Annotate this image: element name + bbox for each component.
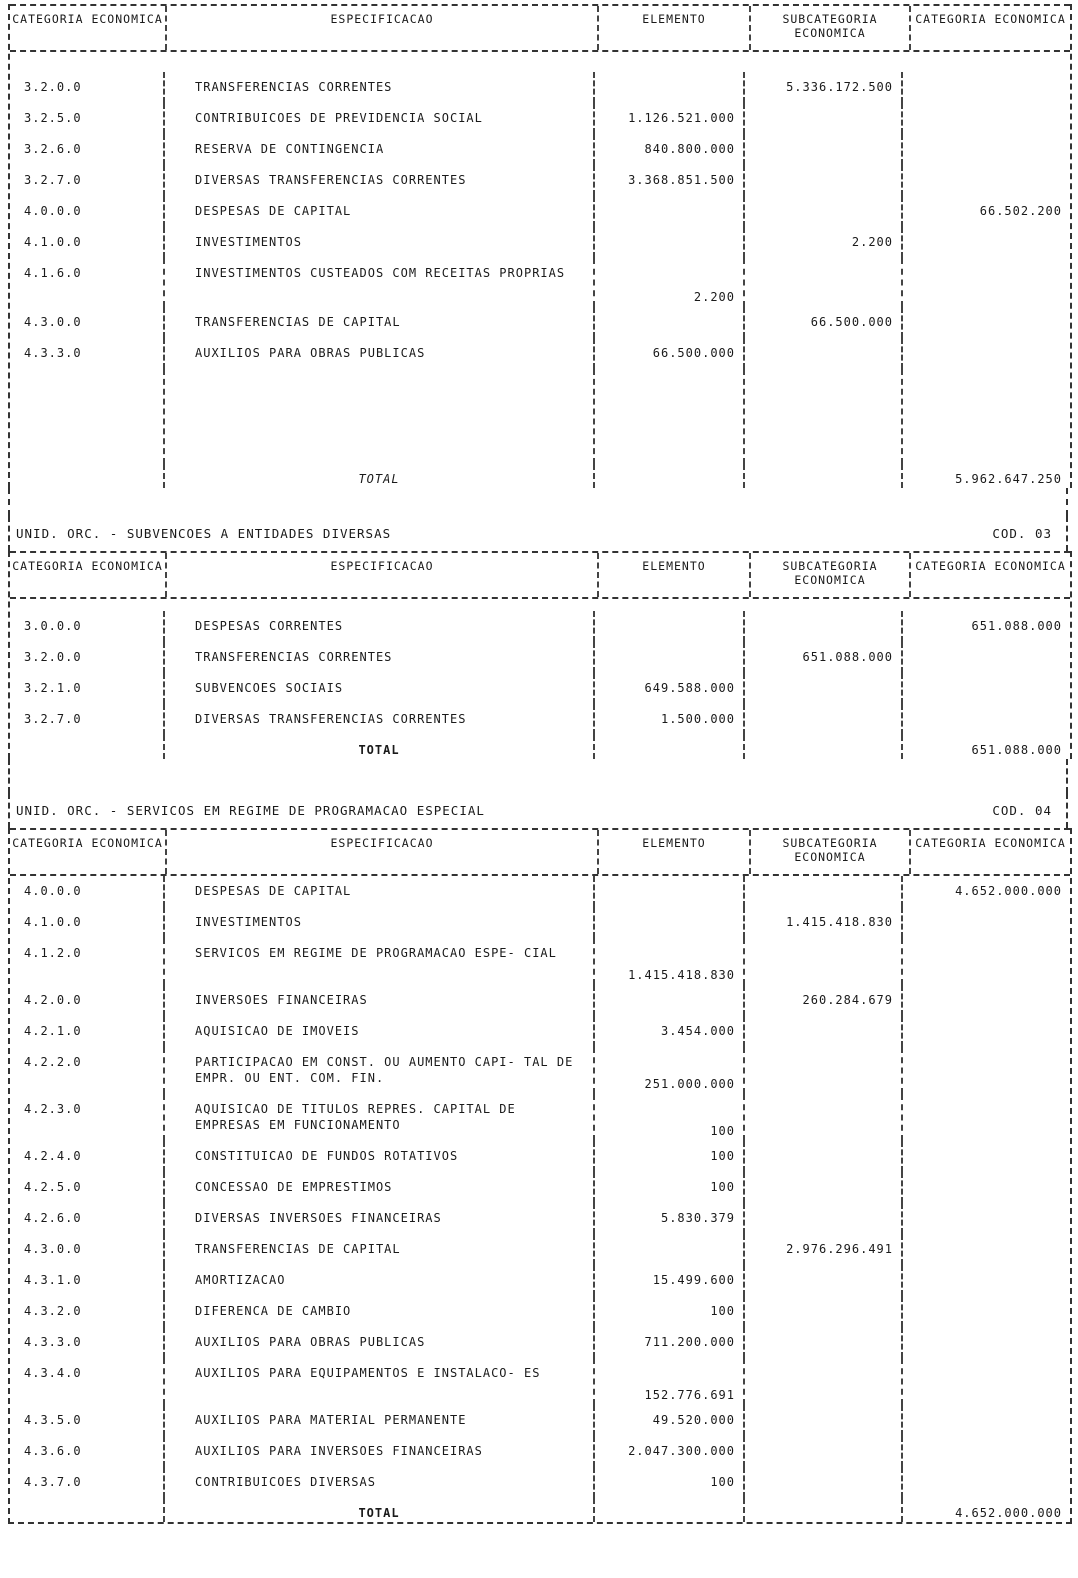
categoria-value: 4.652.000.000 bbox=[955, 884, 1062, 898]
subcategoria-value bbox=[745, 338, 903, 369]
section-code: COD. 04 bbox=[992, 803, 1052, 818]
categoria-value bbox=[903, 1467, 1070, 1498]
header-subcategoria: SUBCATEGORIA ECONOMICA bbox=[751, 6, 911, 50]
elemento-value: 100 bbox=[595, 1141, 745, 1172]
subcategoria-value: 260.284.679 bbox=[745, 985, 903, 1016]
table-header bbox=[10, 551, 1070, 599]
table-row bbox=[10, 907, 1070, 938]
table-row bbox=[10, 642, 1070, 673]
specification: CONSTITUICAO DE FUNDOS ROTATIVOS bbox=[165, 1141, 595, 1172]
table-header bbox=[10, 4, 1070, 52]
subcategoria-value: 2.200 bbox=[745, 227, 903, 258]
elemento-value: 49.520.000 bbox=[595, 1405, 745, 1436]
category-code: 4.2.1.0 bbox=[10, 1016, 165, 1047]
elemento-value: 649.588.000 bbox=[595, 673, 745, 704]
table-total-row bbox=[10, 735, 1070, 759]
categoria-value bbox=[903, 985, 1070, 1016]
empty-cell bbox=[903, 369, 1070, 464]
subcategoria-value bbox=[745, 938, 903, 985]
elemento-value: 840.800.000 bbox=[595, 134, 745, 165]
category-code: 3.2.0.0 bbox=[10, 642, 165, 673]
subcategoria-value bbox=[745, 258, 903, 307]
categoria-value bbox=[903, 907, 1070, 938]
elemento-value: 1.415.418.830 bbox=[595, 938, 745, 985]
specification: DESPESAS DE CAPITAL bbox=[165, 196, 595, 227]
table-row bbox=[10, 103, 1070, 134]
category-code: 4.3.2.0 bbox=[10, 1296, 165, 1327]
specification: INVESTIMENTOS bbox=[165, 227, 595, 258]
table-spacer bbox=[10, 52, 1070, 72]
subcategoria-value bbox=[745, 1358, 903, 1405]
elemento-value bbox=[595, 1234, 745, 1265]
categoria-value bbox=[903, 1405, 1070, 1436]
subcategoria-value bbox=[745, 876, 903, 907]
table-row bbox=[10, 1203, 1070, 1234]
category-code: 4.1.0.0 bbox=[10, 227, 165, 258]
elemento-value: 1.126.521.000 bbox=[595, 103, 745, 134]
table-row bbox=[10, 307, 1070, 338]
specification: INVERSOES FINANCEIRAS bbox=[165, 985, 595, 1016]
categoria-value: 66.502.200 bbox=[979, 204, 1062, 218]
specification: DIVERSAS INVERSOES FINANCEIRAS bbox=[165, 1203, 595, 1234]
subcategoria-value: 651.088.000 bbox=[745, 642, 903, 673]
category-code: 3.2.7.0 bbox=[10, 704, 165, 735]
subcategoria-value bbox=[745, 1265, 903, 1296]
table-row bbox=[10, 1234, 1070, 1265]
elemento-value: 100 bbox=[595, 1172, 745, 1203]
table-filler bbox=[10, 369, 1070, 464]
specification: DIVERSAS TRANSFERENCIAS CORRENTES bbox=[165, 704, 595, 735]
subcategoria-value bbox=[745, 611, 903, 642]
categoria-value bbox=[903, 72, 1070, 103]
specification: INVESTIMENTOS bbox=[165, 907, 595, 938]
subcategoria-value bbox=[745, 1436, 903, 1467]
table-row bbox=[10, 134, 1070, 165]
header-elemento: ELEMENTO bbox=[599, 553, 751, 597]
elemento-value bbox=[595, 985, 745, 1016]
category-code: 4.2.3.0 bbox=[10, 1094, 165, 1141]
subcategoria-value bbox=[745, 1016, 903, 1047]
category-code: 4.3.5.0 bbox=[10, 1405, 165, 1436]
table-row bbox=[10, 338, 1070, 369]
table-spacer bbox=[10, 599, 1070, 611]
subcategoria-value: 5.336.172.500 bbox=[745, 72, 903, 103]
table-row bbox=[10, 1296, 1070, 1327]
table-row bbox=[10, 673, 1070, 704]
header-subcategoria: SUBCATEGORIA ECONOMICA bbox=[751, 830, 911, 874]
category-code: 3.2.5.0 bbox=[10, 103, 165, 134]
section-title-bar bbox=[8, 793, 1068, 828]
total-code-cell bbox=[10, 464, 165, 488]
specification: INVESTIMENTOS CUSTEADOS COM RECEITAS PROPRIAS bbox=[165, 258, 595, 307]
elemento-value: 100 bbox=[595, 1467, 745, 1498]
categoria-value bbox=[903, 338, 1070, 369]
categoria-value bbox=[903, 307, 1070, 338]
category-code: 4.3.0.0 bbox=[10, 1234, 165, 1265]
header-categoria-economica: CATEGORIA ECONOMICA bbox=[915, 559, 1066, 573]
empty-cell bbox=[10, 369, 165, 464]
category-code: 3.2.7.0 bbox=[10, 165, 165, 196]
elemento-value: 2.200 bbox=[595, 258, 745, 307]
table-total-row bbox=[10, 1498, 1070, 1522]
specification: RESERVA DE CONTINGENCIA bbox=[165, 134, 595, 165]
table-row bbox=[10, 876, 1070, 907]
categoria-value bbox=[903, 1094, 1070, 1141]
category-code: 4.3.6.0 bbox=[10, 1436, 165, 1467]
header-categoria: CATEGORIA ECONOMICA bbox=[10, 830, 167, 874]
specification: AUXILIOS PARA OBRAS PUBLICAS bbox=[165, 1327, 595, 1358]
specification: DIFERENCA DE CAMBIO bbox=[165, 1296, 595, 1327]
categoria-value bbox=[903, 1172, 1070, 1203]
categoria-value bbox=[903, 1265, 1070, 1296]
elemento-value bbox=[595, 907, 745, 938]
category-code: 4.3.1.0 bbox=[10, 1265, 165, 1296]
categoria-value bbox=[903, 673, 1070, 704]
table-header bbox=[10, 828, 1070, 876]
category-code: 4.1.6.0 bbox=[10, 258, 165, 307]
category-code: 4.2.0.0 bbox=[10, 985, 165, 1016]
category-code: 3.2.6.0 bbox=[10, 134, 165, 165]
header-subcategoria: SUBCATEGORIA ECONOMICA bbox=[751, 553, 911, 597]
subcategoria-value bbox=[745, 1327, 903, 1358]
categoria-value bbox=[903, 1141, 1070, 1172]
section-gap bbox=[8, 488, 1068, 516]
category-code: 4.1.0.0 bbox=[10, 907, 165, 938]
subcategoria-value bbox=[745, 165, 903, 196]
table-row bbox=[10, 1405, 1070, 1436]
specification: TRANSFERENCIAS CORRENTES bbox=[165, 72, 595, 103]
subcategoria-value bbox=[745, 1296, 903, 1327]
category-code: 4.0.0.0 bbox=[10, 196, 165, 227]
elemento-value: 711.200.000 bbox=[595, 1327, 745, 1358]
subcategoria-value bbox=[745, 704, 903, 735]
elemento-value: 3.454.000 bbox=[595, 1016, 745, 1047]
specification: AUXILIOS PARA OBRAS PUBLICAS bbox=[165, 338, 595, 369]
elemento-value: 5.830.379 bbox=[595, 1203, 745, 1234]
table-row bbox=[10, 72, 1070, 103]
section-title: UNID. ORC. - SUBVENCOES A ENTIDADES DIVERSAS bbox=[16, 526, 392, 541]
categoria-value bbox=[903, 258, 1070, 307]
categoria-value bbox=[903, 103, 1070, 134]
budget-table bbox=[8, 4, 1072, 488]
specification: DESPESAS DE CAPITAL bbox=[165, 876, 595, 907]
total-subcategoria-cell bbox=[745, 1498, 903, 1522]
specification: TRANSFERENCIAS CORRENTES bbox=[165, 642, 595, 673]
elemento-value bbox=[595, 642, 745, 673]
elemento-value: 66.500.000 bbox=[595, 338, 745, 369]
specification: DIVERSAS TRANSFERENCIAS CORRENTES bbox=[165, 165, 595, 196]
table-row bbox=[10, 1047, 1070, 1094]
section-title: UNID. ORC. - SERVICOS EM REGIME DE PROGRAMACAO ESPECIAL bbox=[16, 803, 485, 818]
elemento-value: 2.047.300.000 bbox=[595, 1436, 745, 1467]
elemento-value bbox=[595, 196, 745, 227]
table-row bbox=[10, 985, 1070, 1016]
table-row bbox=[10, 1467, 1070, 1498]
subcategoria-value bbox=[745, 1141, 903, 1172]
elemento-value: 1.500.000 bbox=[595, 704, 745, 735]
category-code: 3.0.0.0 bbox=[10, 611, 165, 642]
table-row bbox=[10, 1327, 1070, 1358]
specification: AMORTIZACAO bbox=[165, 1265, 595, 1296]
specification: CONTRIBUICOES DIVERSAS bbox=[165, 1467, 595, 1498]
specification: CONCESSAO DE EMPRESTIMOS bbox=[165, 1172, 595, 1203]
elemento-value: 100 bbox=[595, 1296, 745, 1327]
categoria-value bbox=[903, 165, 1070, 196]
subcategoria-value bbox=[745, 1047, 903, 1094]
category-code: 4.2.4.0 bbox=[10, 1141, 165, 1172]
categoria-value bbox=[903, 1327, 1070, 1358]
categoria-value: 651.088.000 bbox=[971, 619, 1062, 633]
specification: TRANSFERENCIAS DE CAPITAL bbox=[165, 1234, 595, 1265]
subcategoria-value bbox=[745, 196, 903, 227]
specification: SERVICOS EM REGIME DE PROGRAMACAO ESPE- CIAL bbox=[165, 938, 595, 985]
category-code: 4.2.5.0 bbox=[10, 1172, 165, 1203]
subcategoria-value bbox=[745, 1203, 903, 1234]
total-label: TOTAL bbox=[165, 735, 595, 759]
specification: DESPESAS CORRENTES bbox=[165, 611, 595, 642]
categoria-value bbox=[903, 134, 1070, 165]
specification: AUXILIOS PARA MATERIAL PERMANENTE bbox=[165, 1405, 595, 1436]
header-elemento: ELEMENTO bbox=[599, 6, 751, 50]
table-row bbox=[10, 1265, 1070, 1296]
table-row bbox=[10, 1016, 1070, 1047]
specification: SUBVENCOES SOCIAIS bbox=[165, 673, 595, 704]
table-row bbox=[10, 1172, 1070, 1203]
category-code: 4.1.2.0 bbox=[10, 938, 165, 985]
category-code: 4.3.7.0 bbox=[10, 1467, 165, 1498]
table-row bbox=[10, 704, 1070, 735]
category-code: 4.0.0.0 bbox=[10, 876, 165, 907]
header-categoria-economica: CATEGORIA ECONOMICA bbox=[915, 836, 1066, 850]
table-row bbox=[10, 938, 1070, 985]
table-row bbox=[10, 1436, 1070, 1467]
subcategoria-value bbox=[745, 1094, 903, 1141]
specification: CONTRIBUICOES DE PREVIDENCIA SOCIAL bbox=[165, 103, 595, 134]
category-code: 4.3.4.0 bbox=[10, 1358, 165, 1405]
table-row bbox=[10, 611, 1070, 642]
categoria-value bbox=[903, 227, 1070, 258]
subcategoria-value bbox=[745, 134, 903, 165]
categoria-value bbox=[903, 1047, 1070, 1094]
table-row bbox=[10, 258, 1070, 307]
specification: AQUISICAO DE IMOVEIS bbox=[165, 1016, 595, 1047]
elemento-value bbox=[595, 611, 745, 642]
header-categoria: CATEGORIA ECONOMICA bbox=[10, 553, 167, 597]
total-elemento-cell bbox=[595, 735, 745, 759]
elemento-value: 15.499.600 bbox=[595, 1265, 745, 1296]
header-especificacao: ESPECIFICACAO bbox=[167, 553, 599, 597]
subcategoria-value bbox=[745, 103, 903, 134]
subcategoria-value bbox=[745, 673, 903, 704]
subcategoria-value: 66.500.000 bbox=[745, 307, 903, 338]
category-code: 4.2.6.0 bbox=[10, 1203, 165, 1234]
table-total-row bbox=[10, 464, 1070, 488]
categoria-value bbox=[903, 1436, 1070, 1467]
total-label: TOTAL bbox=[165, 464, 595, 488]
subcategoria-value: 1.415.418.830 bbox=[745, 907, 903, 938]
table-row bbox=[10, 165, 1070, 196]
total-subcategoria-cell bbox=[745, 735, 903, 759]
categoria-value bbox=[903, 1203, 1070, 1234]
budget-table bbox=[8, 551, 1072, 759]
categoria-value bbox=[903, 938, 1070, 985]
total-value: 651.088.000 bbox=[971, 743, 1062, 757]
elemento-value: 100 bbox=[595, 1094, 745, 1141]
table-row bbox=[10, 1094, 1070, 1141]
total-label: TOTAL bbox=[165, 1498, 595, 1522]
budget-table bbox=[8, 828, 1072, 1524]
total-elemento-cell bbox=[595, 1498, 745, 1522]
categoria-value bbox=[903, 704, 1070, 735]
subcategoria-value: 2.976.296.491 bbox=[745, 1234, 903, 1265]
category-code: 4.2.2.0 bbox=[10, 1047, 165, 1094]
category-code: 3.2.1.0 bbox=[10, 673, 165, 704]
total-value: 5.962.647.250 bbox=[955, 472, 1062, 486]
header-especificacao: ESPECIFICACAO bbox=[167, 6, 599, 50]
total-subcategoria-cell bbox=[745, 464, 903, 488]
total-elemento-cell bbox=[595, 464, 745, 488]
section-gap bbox=[8, 759, 1068, 793]
total-value: 4.652.000.000 bbox=[955, 1506, 1062, 1520]
table-row bbox=[10, 1358, 1070, 1405]
table-row bbox=[10, 227, 1070, 258]
specification: TRANSFERENCIAS DE CAPITAL bbox=[165, 307, 595, 338]
category-code: 3.2.0.0 bbox=[10, 72, 165, 103]
categoria-value bbox=[903, 1016, 1070, 1047]
elemento-value bbox=[595, 307, 745, 338]
categoria-value bbox=[903, 1358, 1070, 1405]
header-categoria: CATEGORIA ECONOMICA bbox=[10, 6, 167, 50]
total-code-cell bbox=[10, 1498, 165, 1522]
specification: AQUISICAO DE TITULOS REPRES. CAPITAL DE EMPRESAS EM FUNCIONAMENTO bbox=[165, 1094, 595, 1141]
categoria-value bbox=[903, 1296, 1070, 1327]
elemento-value: 3.368.851.500 bbox=[595, 165, 745, 196]
elemento-value: 152.776.691 bbox=[595, 1358, 745, 1405]
total-code-cell bbox=[10, 735, 165, 759]
specification: PARTICIPACAO EM CONST. OU AUMENTO CAPI- TAL DE EMPR. OU ENT. COM. FIN. bbox=[165, 1047, 595, 1094]
table-row bbox=[10, 196, 1070, 227]
elemento-value bbox=[595, 876, 745, 907]
category-code: 4.3.3.0 bbox=[10, 338, 165, 369]
table-row bbox=[10, 1141, 1070, 1172]
elemento-value: 251.000.000 bbox=[595, 1047, 745, 1094]
subcategoria-value bbox=[745, 1467, 903, 1498]
section-code: COD. 03 bbox=[992, 526, 1052, 541]
specification: AUXILIOS PARA INVERSOES FINANCEIRAS bbox=[165, 1436, 595, 1467]
empty-cell bbox=[165, 369, 595, 464]
elemento-value bbox=[595, 227, 745, 258]
categoria-value bbox=[903, 642, 1070, 673]
section-title-bar bbox=[8, 516, 1068, 551]
category-code: 4.3.0.0 bbox=[10, 307, 165, 338]
elemento-value bbox=[595, 72, 745, 103]
header-especificacao: ESPECIFICACAO bbox=[167, 830, 599, 874]
empty-cell bbox=[595, 369, 745, 464]
header-categoria-economica: CATEGORIA ECONOMICA bbox=[915, 12, 1066, 26]
category-code: 4.3.3.0 bbox=[10, 1327, 165, 1358]
subcategoria-value bbox=[745, 1405, 903, 1436]
specification: AUXILIOS PARA EQUIPAMENTOS E INSTALACO- ES bbox=[165, 1358, 595, 1405]
header-elemento: ELEMENTO bbox=[599, 830, 751, 874]
subcategoria-value bbox=[745, 1172, 903, 1203]
empty-cell bbox=[745, 369, 903, 464]
categoria-value bbox=[903, 1234, 1070, 1265]
